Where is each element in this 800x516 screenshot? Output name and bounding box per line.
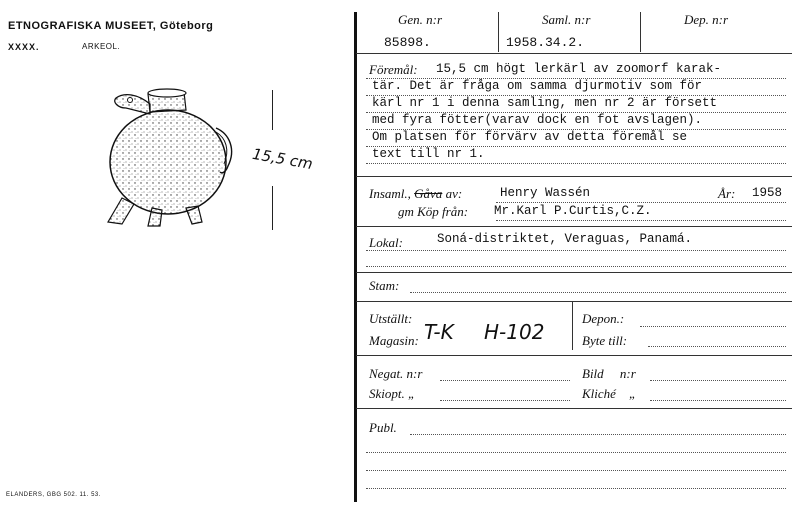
animal-head: [115, 95, 150, 114]
stam-rule: [356, 301, 792, 302]
lokal-label: Lokal:: [369, 235, 403, 250]
skiopt-dots: [440, 400, 570, 401]
bild-label: [582, 366, 636, 382]
publ-dots-2: [366, 452, 786, 453]
byte-dots: [648, 346, 786, 347]
dep-label: Dep. n:r: [684, 12, 729, 27]
foremal-line-1: 15,5 cm högt lerkärl av zoomorf karak-: [436, 62, 722, 76]
museum-title: [8, 20, 213, 32]
publ-dots-1: [410, 434, 786, 435]
foremal-line-4: med fyra fötter(varav dock en fot avslagen).: [372, 113, 703, 127]
bild-text: Bild: [582, 366, 604, 381]
kop-value: Mr.Karl P.Curtis,C.Z.: [494, 204, 652, 218]
foremal-line-2: tär. Det är fråga om samma djurmotiv som för: [372, 79, 703, 93]
skiopt-label: Skiopt. „: [369, 386, 416, 401]
header-col-sep-2: [640, 12, 641, 52]
saml-label: Saml. n:r: [542, 12, 591, 27]
foremal-dots-2: [366, 95, 786, 96]
utstallt-value: T-K: [424, 320, 454, 344]
printer-imprint: ELANDERS, GBG 502. 11. 53.: [6, 492, 101, 498]
insaml-prefix: Insaml.,: [369, 186, 411, 201]
vessel-body: [110, 110, 226, 214]
foremal-line-5: Om platsen för förvärv av detta föremål se: [372, 130, 688, 144]
kliche-text: Kliché: [582, 386, 616, 401]
foremal-line-3: kärl nr 1 i denna samling, men nr 2 är försett: [372, 96, 718, 110]
header-col-sep-1: [498, 12, 499, 52]
vessel-drawing: [98, 80, 243, 232]
publ-label: Publ.: [369, 420, 397, 435]
foremal-label: Föremål:: [369, 62, 418, 77]
bild-dots: [650, 380, 786, 381]
negat-label: Negat. n:r: [369, 366, 423, 381]
insaml-label: [369, 186, 462, 202]
vessel-foot-3: [186, 206, 202, 224]
saml-value: 1958.34.2.: [506, 35, 585, 50]
vessel-foot-1: [108, 198, 134, 224]
department-struck: XXXX.: [8, 42, 40, 52]
byte-label: Byte till:: [582, 333, 628, 348]
gen-value: 85898.: [384, 35, 431, 50]
lokal-dots-2: [366, 266, 786, 267]
magasin-label: Magasin:: [369, 333, 419, 348]
kliche-dots: [650, 400, 786, 401]
media-rule: [356, 408, 792, 409]
insaml-struck: Gåva: [414, 186, 443, 201]
foremal-dots-3: [366, 112, 786, 113]
bild-suffix: n:r: [619, 366, 636, 381]
size-tick-bottom: [272, 186, 273, 230]
publ-dots-4: [366, 488, 786, 489]
negat-dots: [440, 380, 570, 381]
kliche-suffix: „: [628, 386, 637, 401]
depon-label: Depon.:: [582, 311, 625, 326]
storage-col-sep: [572, 302, 573, 350]
foremal-rule: [356, 176, 792, 177]
insaml-rule: [356, 226, 792, 227]
magasin-value: H-102: [484, 320, 545, 344]
insaml-av: av:: [445, 186, 463, 201]
kop-dots: [496, 220, 786, 221]
museum-name: ETNOGRAFISKA MUSEET,: [8, 20, 157, 32]
insaml-value: Henry Wassén: [500, 186, 591, 200]
insaml-dots: [496, 202, 786, 203]
lokal-value: Soná-distriktet, Veraguas, Panamá.: [437, 232, 693, 246]
kop-label: gm Köp från:: [398, 204, 469, 219]
depon-dots: [640, 326, 786, 327]
lokal-dots-1: [366, 250, 786, 251]
foremal-dots-1: [366, 78, 786, 79]
stam-dots: [410, 292, 786, 293]
storage-rule: [356, 355, 792, 356]
publ-dots-3: [366, 470, 786, 471]
kliche-label: [582, 386, 636, 402]
size-annotation: 15,5 cm: [250, 144, 315, 174]
ar-label: År:: [718, 186, 736, 201]
card-divider: [354, 12, 357, 502]
ar-value: 1958: [752, 186, 783, 200]
museum-city: Göteborg: [159, 20, 214, 32]
gen-label: Gen. n:r: [398, 12, 443, 27]
foremal-dots-5: [366, 146, 786, 147]
foremal-line-6: text till nr 1.: [372, 147, 485, 161]
foremal-dots-6: [366, 163, 786, 164]
stam-label: Stam:: [369, 278, 400, 293]
vessel-rim: [148, 89, 186, 97]
lokal-rule: [356, 272, 792, 273]
department-label: ARKEOL.: [82, 42, 121, 51]
utstallt-label: Utställt:: [369, 311, 413, 326]
size-tick-top: [272, 90, 273, 130]
header-rule: [356, 53, 792, 54]
foremal-dots-4: [366, 129, 786, 130]
